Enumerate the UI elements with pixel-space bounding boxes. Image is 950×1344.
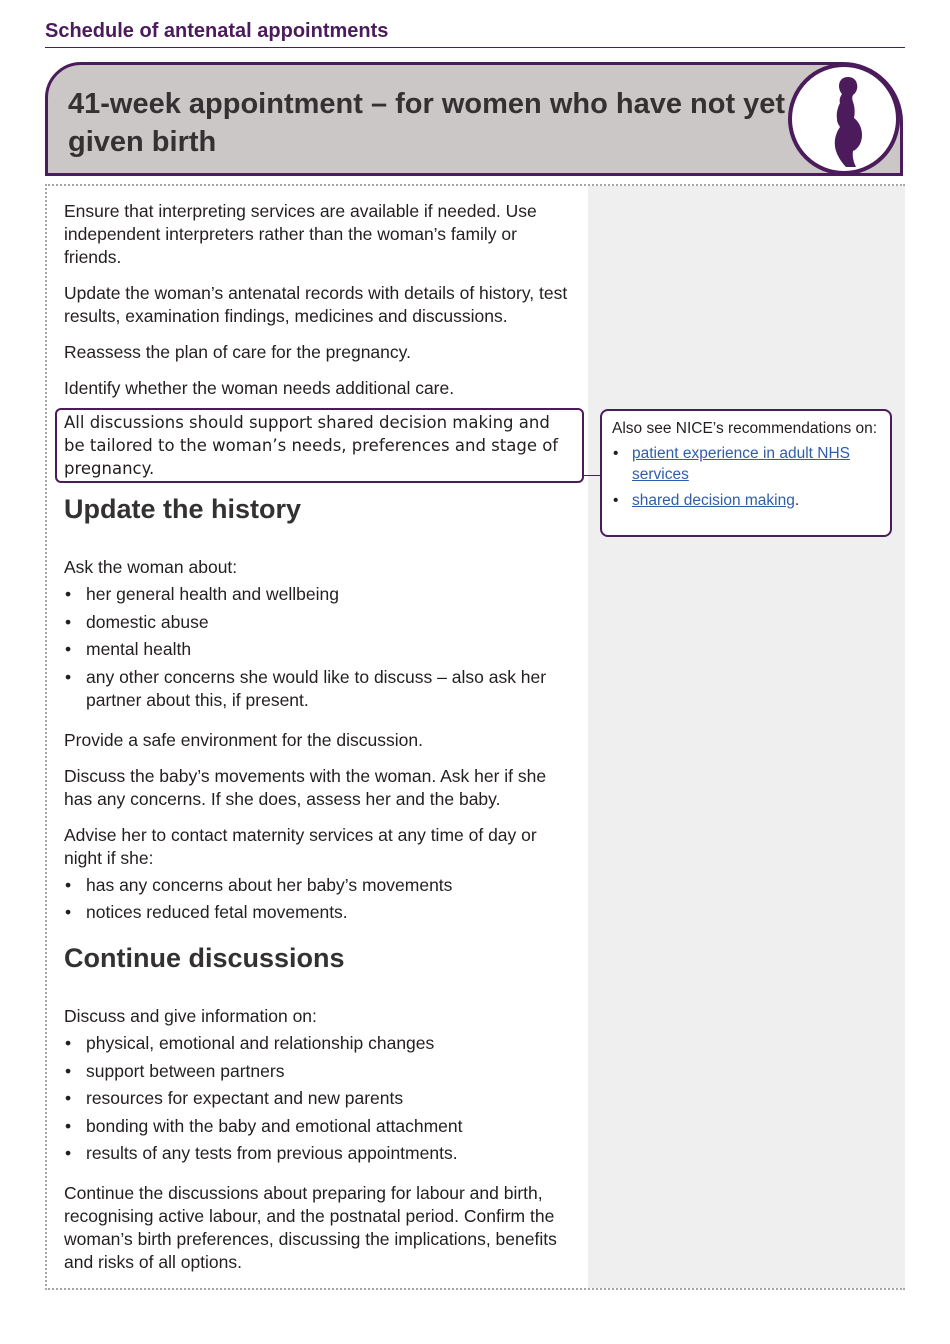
section-heading-history: Update the history xyxy=(64,494,302,524)
list-item: • notices reduced fetal movements. xyxy=(86,901,574,924)
sidebox-link-item xyxy=(632,490,880,511)
list-item: • her general health and wellbeing xyxy=(86,583,574,606)
header-rule xyxy=(45,47,905,48)
list-item: • support between partners xyxy=(86,1060,574,1083)
appointment-banner xyxy=(45,62,903,176)
list-item: • any other concerns she would like to discuss – also ask her partner about this, if present. xyxy=(86,666,574,712)
intro-paragraph: Identify whether the woman needs additional care. xyxy=(64,378,455,398)
banner-title: 41-week appointment – for women who have not yet given birth xyxy=(68,88,786,158)
section-heading-discussions: Continue discussions xyxy=(64,943,345,973)
link-end-punct: . xyxy=(794,492,800,509)
intro-paragraph: Reassess the plan of care for the pregnancy. xyxy=(64,342,411,362)
list-item: • mental health xyxy=(86,638,574,661)
list-item: • domestic abuse xyxy=(86,611,574,634)
list-item: • bonding with the baby and emotional attachment xyxy=(86,1115,574,1138)
list-item: • resources for expectant and new parents xyxy=(86,1087,574,1110)
discussions-closing: Continue the discussions about preparing for labour and birth, recognising active labour, and the postnatal period. Confirm the woman’s birth preferences, discussing the implications, benefits and risks of all options. xyxy=(64,1183,557,1272)
sidebox-links xyxy=(612,443,880,511)
shared-decision-callout: All discussions should support shared decision making and be tailored to the woman’s needs, preferences and stage of pregnancy. xyxy=(55,408,584,483)
history-paragraph: Advise her to contact maternity services at any time of day or night if she: xyxy=(64,824,537,868)
intro-paragraph: Ensure that interpreting services are available if needed. Use independent interpreters rather than the woman’s family or friends. xyxy=(64,201,537,267)
sidebox-intro: Also see NICE’s recommendations on: xyxy=(612,420,878,437)
sidebox-link-item xyxy=(632,443,880,485)
nice-recommendations-box xyxy=(600,409,892,537)
list-item: • results of any tests from previous appointments. xyxy=(86,1142,574,1165)
document-header-title: Schedule of antenatal appointments xyxy=(45,20,389,42)
history-paragraph: Discuss the baby’s movements with the woman. Ask her if she has any concerns. If she does, assess her and the baby. xyxy=(64,765,547,809)
list-item: • physical, emotional and relationship changes xyxy=(86,1032,574,1055)
history-list xyxy=(64,583,574,712)
history-intro: Ask the woman about: xyxy=(64,557,238,577)
intro-paragraph: Update the woman’s antenatal records with details of history, test results, examination findings, medicines and discussions. xyxy=(64,283,568,326)
sidebar-column xyxy=(588,186,905,1288)
content-panel xyxy=(45,184,905,1290)
history-paragraph: Provide a safe environment for the discussion. xyxy=(64,729,423,750)
discussions-intro: Discuss and give information on: xyxy=(64,1006,317,1026)
pregnant-woman-icon xyxy=(788,63,900,175)
shared-decision-making-link[interactable]: shared decision making xyxy=(632,492,795,509)
patient-experience-link[interactable]: patient experience in adult NHS services xyxy=(632,445,850,483)
discussions-list xyxy=(64,1032,574,1165)
main-column xyxy=(64,200,574,1287)
callout-connector xyxy=(582,475,602,476)
list-item: • has any concerns about her baby’s movements xyxy=(86,874,574,897)
movements-list xyxy=(64,874,574,925)
